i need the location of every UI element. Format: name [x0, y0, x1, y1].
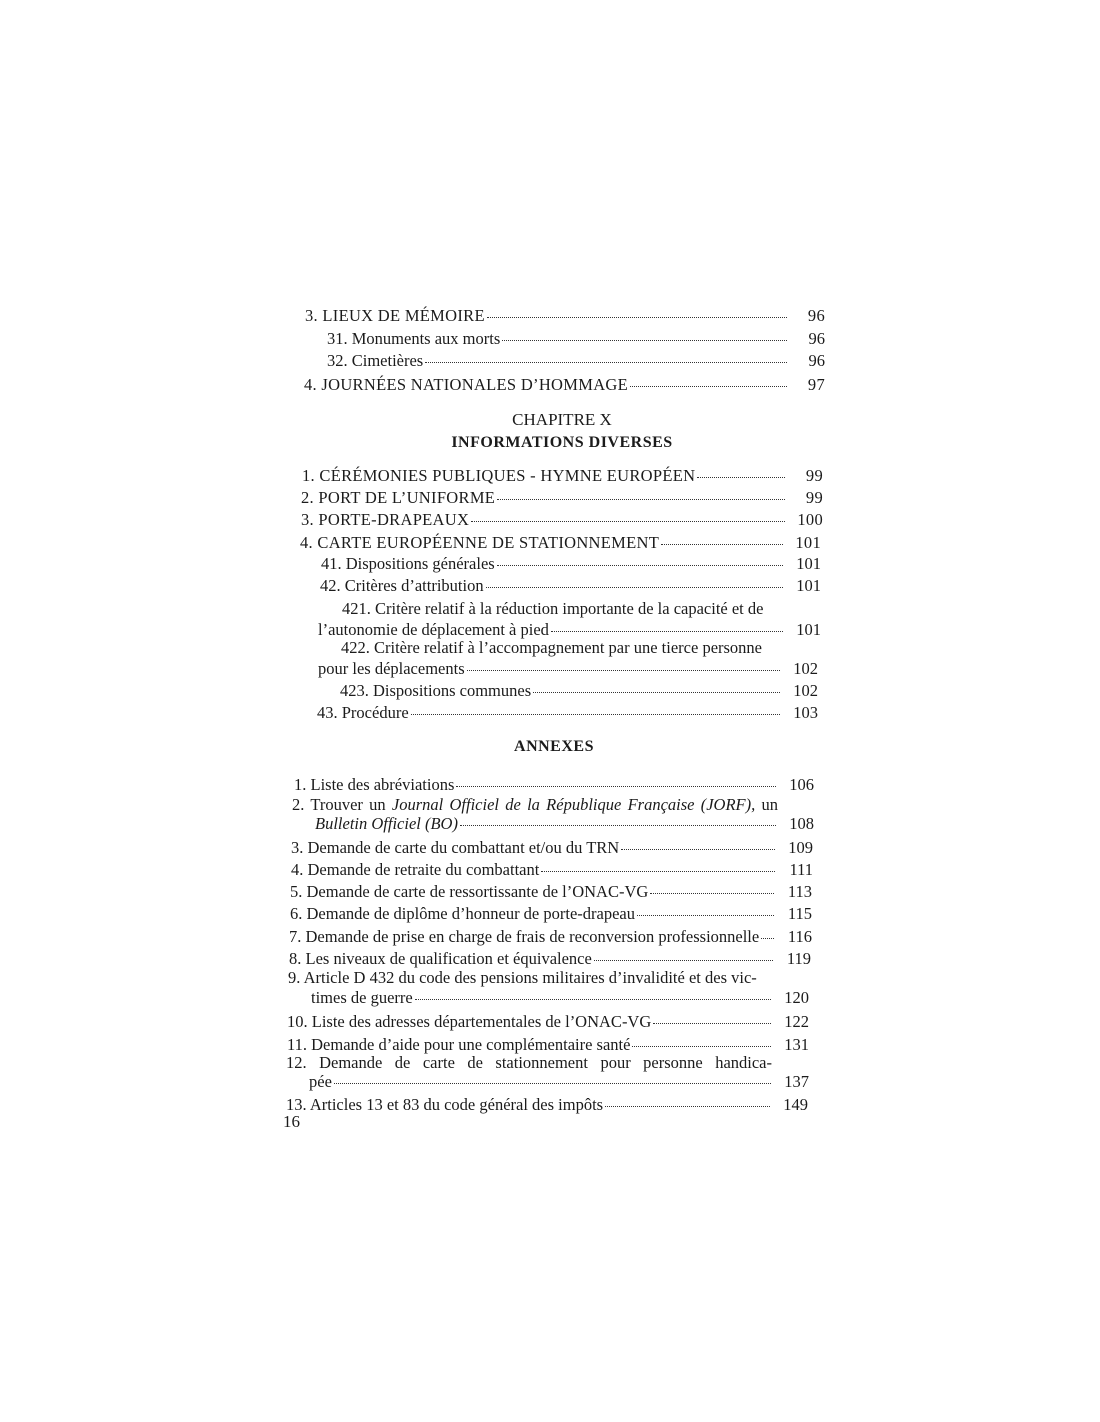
toc-entry-label: pour les déplacements	[318, 659, 465, 678]
toc-entry-label: 4. Demande de retraite du combattant	[291, 860, 540, 879]
toc-entry	[289, 927, 812, 947]
toc-entry-label: 3. PORTE-DRAPEAUX	[301, 510, 470, 529]
jorf-title: Journal Officiel de la République Française (JORF),	[391, 795, 756, 814]
toc-entry-page: 149	[783, 1095, 808, 1114]
toc-entry-label: pée	[309, 1072, 332, 1091]
toc-entry	[305, 306, 825, 326]
toc-entry-page: 103	[793, 703, 818, 722]
toc-entry-page: 113	[787, 882, 812, 901]
dot-leader	[650, 892, 774, 894]
dot-leader	[497, 564, 783, 566]
dot-leader	[467, 669, 780, 671]
dot-leader	[460, 824, 776, 826]
toc-entry	[289, 949, 811, 969]
toc-entry	[291, 838, 813, 858]
toc-entry-label: 7. Demande de prise en charge de frais de reconversion professionnelle	[289, 927, 760, 946]
dot-leader	[605, 1105, 770, 1107]
text-prefix: 2. Trouver un	[292, 795, 392, 814]
toc-entry-page: 116	[787, 927, 812, 946]
toc-entry-page: 102	[793, 659, 818, 678]
toc-entry	[287, 1035, 809, 1055]
dot-leader	[653, 1022, 771, 1024]
dot-leader	[637, 914, 774, 916]
toc-entry-page: 108	[789, 814, 814, 833]
toc-entry-page: 119	[786, 949, 811, 968]
dot-leader	[456, 785, 776, 787]
dot-leader	[632, 1045, 771, 1047]
toc-entry	[311, 988, 809, 1008]
toc-entry-page: 131	[784, 1035, 809, 1054]
toc-entry-label: times de guerre	[311, 988, 413, 1007]
toc-entry	[302, 466, 823, 486]
toc-entry-page: 106	[789, 775, 814, 794]
dot-leader	[551, 630, 783, 632]
dot-leader	[761, 937, 774, 939]
dot-leader	[630, 385, 787, 387]
dot-leader	[334, 1082, 771, 1084]
toc-entry-page: 101	[796, 576, 821, 595]
toc-entry-page: 111	[789, 860, 813, 879]
annexes-title: ANNEXES	[514, 738, 594, 755]
toc-entry	[327, 329, 825, 349]
toc-entry-label: 43. Procédure	[317, 703, 409, 722]
toc-entry	[320, 576, 821, 596]
toc-entry-label: 32. Cimetières	[327, 351, 424, 370]
dot-leader	[415, 998, 771, 1000]
toc-entry	[315, 814, 814, 834]
dot-leader	[487, 316, 787, 318]
toc-entry-page: 99	[805, 488, 823, 507]
toc-entry-page: 96	[808, 329, 825, 348]
toc-entry-page: 120	[784, 988, 809, 1007]
toc-entry-line1-text: 12. Demande de carte de stationnement pour personne handica-	[286, 1053, 772, 1072]
text-suffix: un	[755, 795, 779, 814]
toc-entry-page: 100	[797, 510, 823, 529]
toc-entry-page: 101	[795, 533, 821, 552]
toc-entry-label: 423. Dispositions communes	[340, 681, 532, 700]
toc-entry	[294, 775, 814, 795]
toc-entry	[318, 620, 821, 640]
toc-entry-label: 31. Monuments aux morts	[327, 329, 501, 348]
toc-entry	[327, 351, 825, 371]
toc-entry	[304, 375, 825, 395]
dot-leader	[661, 543, 783, 545]
toc-entry	[300, 533, 821, 553]
page-number: 16	[283, 1112, 300, 1131]
toc-entry-page: 122	[784, 1012, 809, 1031]
toc-entry-label: 11. Demande d’aide pour une complémentaire santé	[287, 1035, 631, 1054]
dot-leader	[502, 339, 787, 341]
toc-entry	[290, 882, 812, 902]
toc-entry-label: 4. CARTE EUROPÉENNE DE STATIONNEMENT	[300, 533, 660, 552]
toc-entry-label: Bulletin Officiel (BO)	[315, 814, 458, 833]
toc-entry	[321, 554, 821, 574]
toc-entry-page: 96	[807, 306, 825, 325]
toc-entry	[318, 659, 818, 679]
dot-leader	[621, 848, 775, 850]
toc-entry-line1	[286, 1053, 772, 1073]
dot-leader	[411, 713, 780, 715]
dot-leader	[541, 870, 775, 872]
toc-entry	[286, 1095, 808, 1115]
toc-entry-label: 10. Liste des adresses départementales de l’ONAC-VG	[287, 1012, 652, 1031]
toc-entry-label: 8. Les niveaux de qualification et équivalence	[289, 949, 592, 968]
toc-entry-label: 13. Articles 13 et 83 du code général des impôts	[286, 1095, 604, 1114]
toc-entry-line1	[292, 795, 778, 815]
toc-entry-page: 96	[808, 351, 825, 370]
toc-entry-page: 99	[805, 466, 823, 485]
dot-leader	[425, 361, 787, 363]
toc-entry-label: 5. Demande de carte de ressortissante de l’ONAC-VG	[290, 882, 649, 901]
toc-entry	[290, 904, 812, 924]
dot-leader	[697, 476, 785, 478]
toc-entry-page: 97	[807, 375, 825, 394]
dot-leader	[471, 520, 785, 522]
toc-entry-page: 101	[796, 554, 821, 573]
toc-entry-label: 3. Demande de carte du combattant et/ou du TRN	[291, 838, 620, 857]
toc-entry-label: 3. LIEUX DE MÉMOIRE	[305, 306, 485, 325]
chapter-title: INFORMATIONS DIVERSES	[451, 434, 673, 451]
toc-entry-label: l’autonomie de déplacement à pied	[318, 620, 549, 639]
toc-entry-page: 101	[796, 620, 821, 639]
toc-entry	[301, 510, 823, 530]
toc-entry-line1: 9. Article D 432 du code des pensions militaires d’invalidité et des vic-	[288, 968, 757, 987]
toc-entry-label: 4. JOURNÉES NATIONALES D’HOMMAGE	[304, 375, 629, 394]
dot-leader	[497, 498, 785, 500]
dot-leader	[594, 959, 773, 961]
toc-entry	[317, 703, 818, 723]
toc-entry	[291, 860, 813, 880]
toc-entry-label: 1. CÉRÉMONIES PUBLIQUES - HYMNE EUROPÉEN	[302, 466, 696, 485]
toc-entry-page: 137	[784, 1072, 809, 1091]
toc-entry	[340, 681, 818, 701]
toc-entry-page: 109	[788, 838, 813, 857]
chapter-number: CHAPITRE X	[512, 410, 612, 429]
toc-entry	[301, 488, 823, 508]
toc-entry-label: 42. Critères d’attribution	[320, 576, 484, 595]
toc-entry-label: 6. Demande de diplôme d’honneur de porte-drapeau	[290, 904, 635, 923]
toc-entry-label: 41. Dispositions générales	[321, 554, 495, 573]
toc-entry	[287, 1012, 809, 1032]
toc-entry-page: 102	[793, 681, 818, 700]
toc-entry-line1: 422. Critère relatif à l’accompagnement par une tierce personne	[341, 638, 763, 657]
dot-leader	[486, 586, 783, 588]
dot-leader	[533, 691, 780, 693]
toc-entry-line1-text	[292, 795, 778, 815]
toc-entry-label: 1. Liste des abréviations	[294, 775, 455, 794]
toc-entry-page: 115	[787, 904, 812, 923]
toc-entry	[309, 1072, 809, 1092]
toc-entry-label: 2. PORT DE L’UNIFORME	[301, 488, 496, 507]
toc-entry-line1: 421. Critère relatif à la réduction importante de la capacité et de	[342, 599, 764, 618]
